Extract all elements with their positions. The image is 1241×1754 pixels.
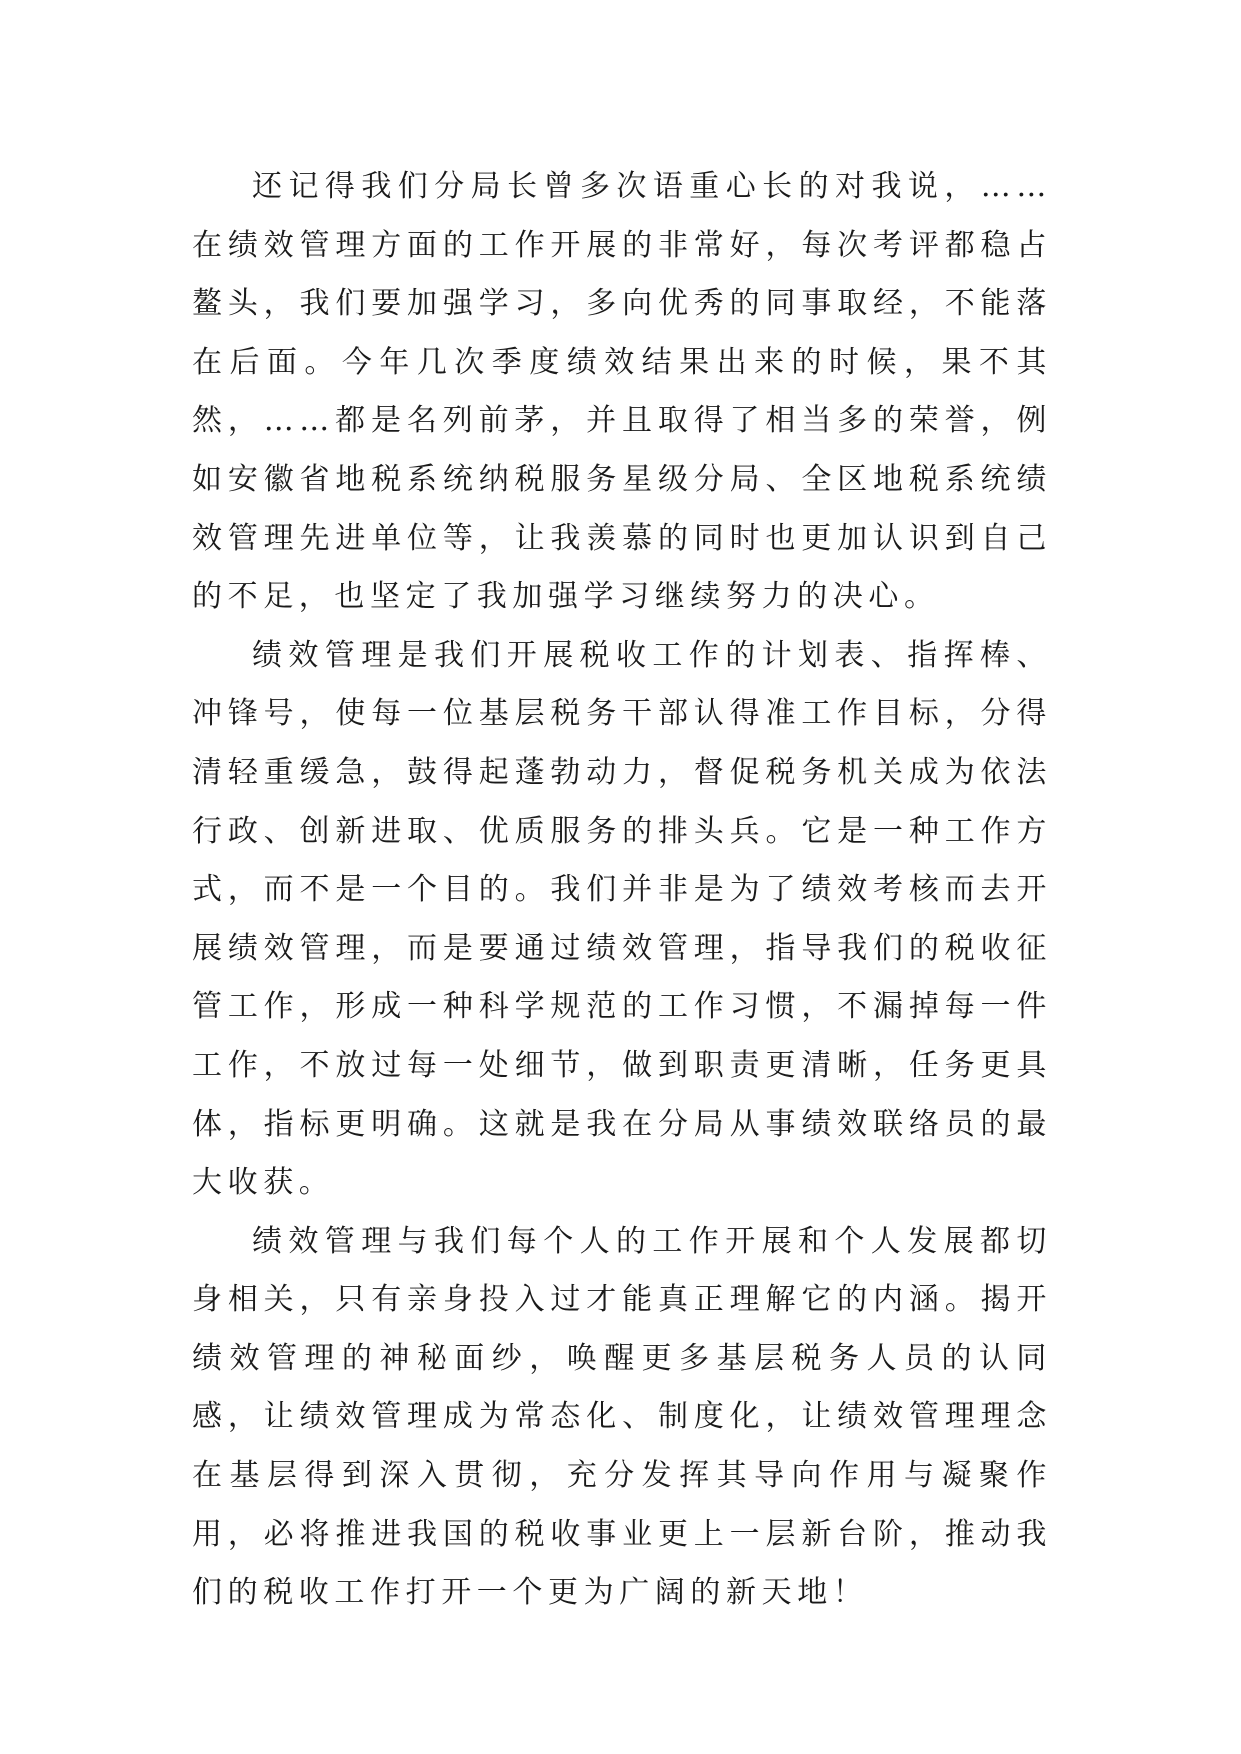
paragraph-1: 还记得我们分局长曾多次语重心长的对我说，……在绩效管理方面的工作开展的非常好，每次考评都稳占鳌头，我们要加强学习，多向优秀的同事取经，不能落在后面。今年几次季度绩效结果出来的时候，果不其然，……都是名列前茅，并且取得了相当多的荣誉，例如安徽省地税系统纳税服务星级分局、全区地税系统绩效管理先进单位等，让我羡慕的同时也更加认识到自己的不足，也坚定了我加强学习继续努力的决心。 [192,169,1052,615]
paragraph-3: 绩效管理与我们每个人的工作开展和个人发展都切身相关，只有亲身投入过才能真正理解它的内涵。揭开绩效管理的神秘面纱，唤醒更多基层税务人员的认同感，让绩效管理成为常态化、制度化，让绩效管理理念在基层得到深入贯彻，充分发挥其导向作用与凝聚作用，必将推进我国的税收事业更上一层新台阶，推动我们的税收工作打开一个更为广阔的新天地！ [192,1223,1052,1611]
document-body [192,158,1052,1623]
paragraph-2: 绩效管理是我们开展税收工作的计划表、指挥棒、冲锋号，使每一位基层税务干部认得准工作目标，分得清轻重缓急，鼓得起蓬勃动力，督促税务机关成为依法行政、创新进取、优质服务的排头兵。它是一种工作方式，而不是一个目的。我们并非是为了绩效考核而去开展绩效管理，而是要通过绩效管理，指导我们的税收征管工作，形成一种科学规范的工作习惯，不漏掉每一件工作，不放过每一处细节，做到职责更清晰，任务更具体，指标更明确。这就是我在分局从事绩效联络员的最大收获。 [192,637,1052,1201]
